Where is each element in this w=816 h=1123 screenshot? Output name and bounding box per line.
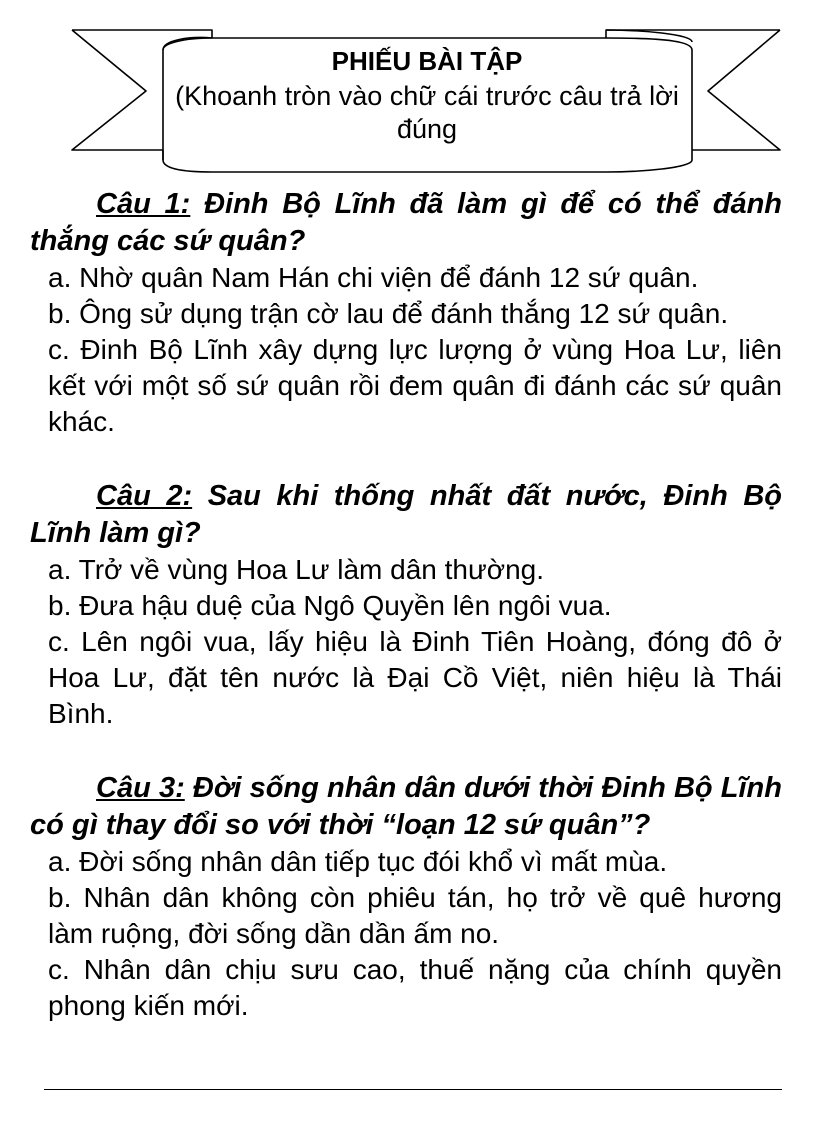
worksheet-instruction: (Khoanh tròn vào chữ cái trước câu trả lời đúng [175, 81, 679, 144]
question-1-text: Đinh Bộ Lĩnh đã làm gì để có thể đánh thắng các sứ quân? [30, 188, 783, 257]
question-3-option-b[interactable]: b. Nhân dân không còn phiêu tán, họ trở về quê hương làm ruộng, đời sống dần dần ấm no. [48, 882, 782, 949]
question-2 [30, 478, 782, 732]
question-1-option-b[interactable]: b. Ông sử dụng trận cờ lau để đánh thắng 12 sứ quân. [48, 298, 729, 329]
bottom-divider [44, 1089, 782, 1090]
question-2-prompt [30, 478, 782, 552]
question-1-option-a[interactable]: a. Nhờ quân Nam Hán chi viện để đánh 12 sứ quân. [48, 262, 699, 293]
question-3-option-a[interactable]: a. Đời sống nhân dân tiếp tục đói khổ vì mất mùa. [48, 846, 668, 877]
question-1-prompt [30, 186, 782, 260]
question-3 [30, 770, 782, 1024]
title-banner [0, 0, 816, 185]
question-2-number: Câu 2: [96, 480, 193, 512]
question-2-option-a[interactable]: a. Trở về vùng Hoa Lư làm dân thường. [48, 554, 545, 585]
question-1-number: Câu 1: [96, 188, 191, 220]
worksheet-content [30, 186, 782, 1062]
banner-text [162, 46, 692, 146]
question-2-text: Sau khi thống nhất đất nước, Đinh Bộ Lĩnh làm gì? [30, 480, 782, 549]
question-3-option-c[interactable]: c. Nhân dân chịu sưu cao, thuế nặng của chính quyền phong kiến mới. [48, 954, 782, 1021]
question-2-option-b[interactable]: b. Đưa hậu duệ của Ngô Quyền lên ngôi vua. [48, 590, 612, 621]
question-1 [30, 186, 782, 440]
question-1-option-c[interactable]: c. Đinh Bộ Lĩnh xây dựng lực lượng ở vùng Hoa Lư, liên kết với một số sứ quân rồi đem quân đi đánh các sứ quân khác. [48, 334, 782, 437]
question-2-option-c[interactable]: c. Lên ngôi vua, lấy hiệu là Đinh Tiên Hoàng, đóng đô ở Hoa Lư, đặt tên nước là Đại Cồ Việt, niên hiệu là Thái Bình. [48, 626, 782, 729]
worksheet-title: PHIẾU BÀI TẬP [331, 46, 523, 76]
question-3-prompt [30, 770, 782, 844]
question-3-number: Câu 3: [96, 772, 185, 804]
question-3-text: Đời sống nhân dân dưới thời Đinh Bộ Lĩnh có gì thay đổi so với thời “loạn 12 sứ quân”? [30, 772, 782, 841]
